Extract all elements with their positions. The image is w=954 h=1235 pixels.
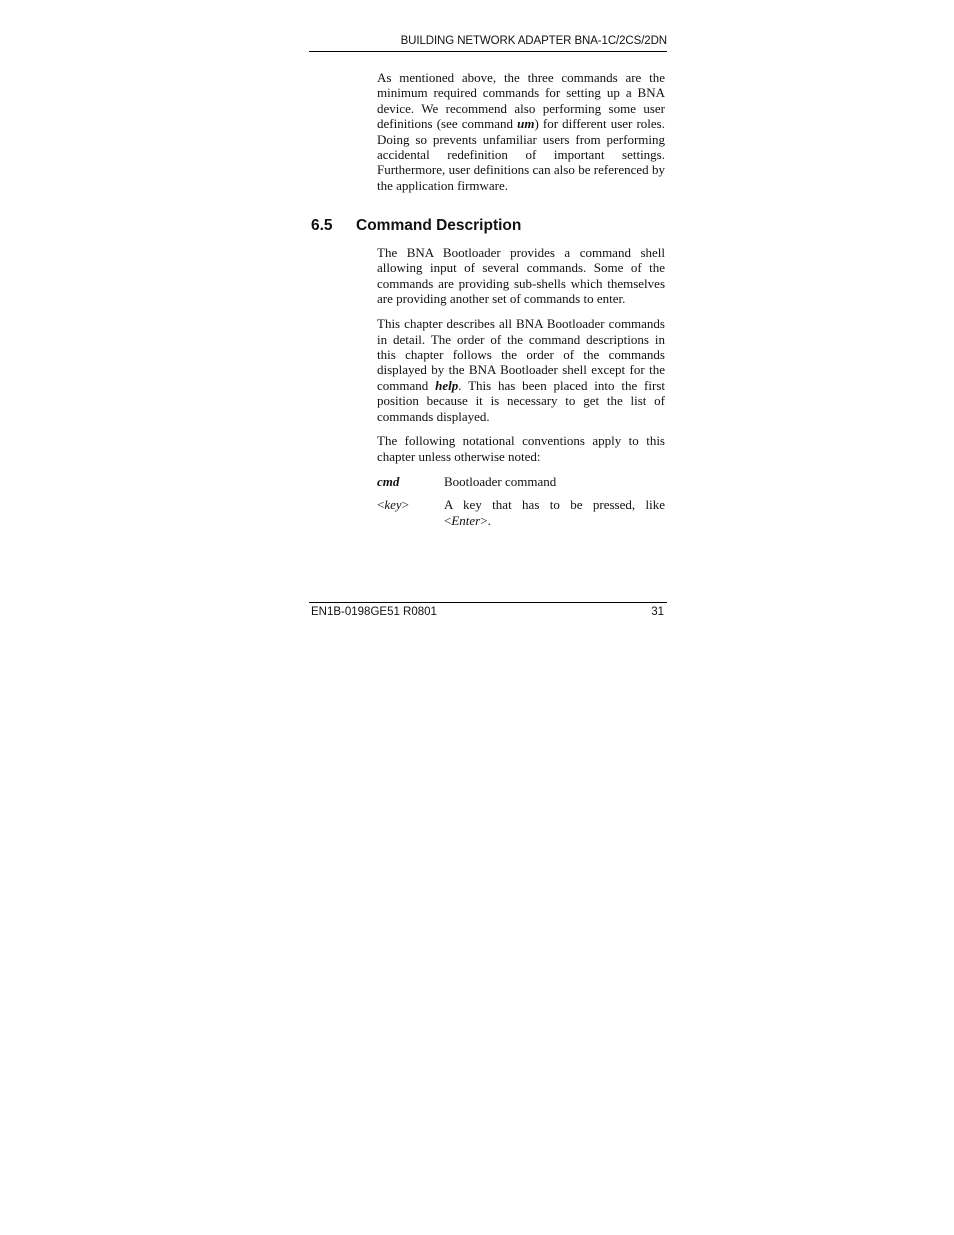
convention-term [377, 497, 444, 528]
convention-term-gt: > [401, 497, 409, 513]
section-paragraph-2 [377, 316, 665, 424]
intro-paragraph [377, 70, 665, 193]
convention-desc-before: A key that has to be pressed, like < [444, 497, 665, 528]
header-rule [309, 51, 667, 52]
convention-description [444, 497, 665, 528]
intro-text-after: ) for different user roles. Doing so prevents unfamiliar users from performing accidental redefinition of important settings. Furthermore, user definitions can also be referenced by the application firmware. [377, 116, 665, 193]
section-body [377, 245, 665, 536]
section-heading [311, 216, 671, 236]
convention-term [377, 474, 444, 489]
p2-text-after: . This has been placed into the first position because it is necessary to get the list of commands displayed. [377, 377, 665, 424]
p2-text-before: This chapter describes all BNA Bootloader commands in detail. The order of the command descriptions in this chapter follows the order of the commands displayed by the BNA Bootloader shell except for the command [377, 316, 665, 393]
convention-desc-after: >. [480, 512, 491, 528]
intro-paragraph-block [377, 70, 665, 203]
intro-command: um [517, 116, 535, 132]
section-title: Command Description [356, 217, 522, 234]
convention-term-cmd: cmd [377, 473, 400, 489]
footer-page-number: 31 [651, 606, 664, 618]
convention-row [377, 497, 665, 528]
footer-rule [309, 602, 667, 603]
convention-term-key: key [384, 497, 402, 513]
page-header: BUILDING NETWORK ADAPTER BNA-1C/2CS/2DN [400, 35, 667, 47]
convention-term-lt: < [377, 497, 385, 513]
section-paragraph-1: The BNA Bootloader provides a command shell allowing input of several commands. Some of the commands are providing sub-shells which themselves are providing another set of commands to enter. [377, 245, 665, 307]
convention-description: Bootloader command [444, 473, 557, 489]
convention-desc-key: Enter [451, 512, 481, 528]
intro-text-before: As mentioned above, the three commands are the minimum required commands for setting up a BNA device. We recommend also performing some user definitions (see command [377, 70, 665, 132]
conventions-list [377, 474, 665, 528]
convention-row [377, 474, 665, 489]
p2-command: help [435, 377, 459, 393]
footer-doc-id: EN1B-0198GE51 R0801 [311, 606, 437, 618]
section-paragraph-3: The following notational conventions apply to this chapter unless otherwise noted: [377, 433, 665, 464]
section-number: 6.5 [311, 217, 333, 234]
